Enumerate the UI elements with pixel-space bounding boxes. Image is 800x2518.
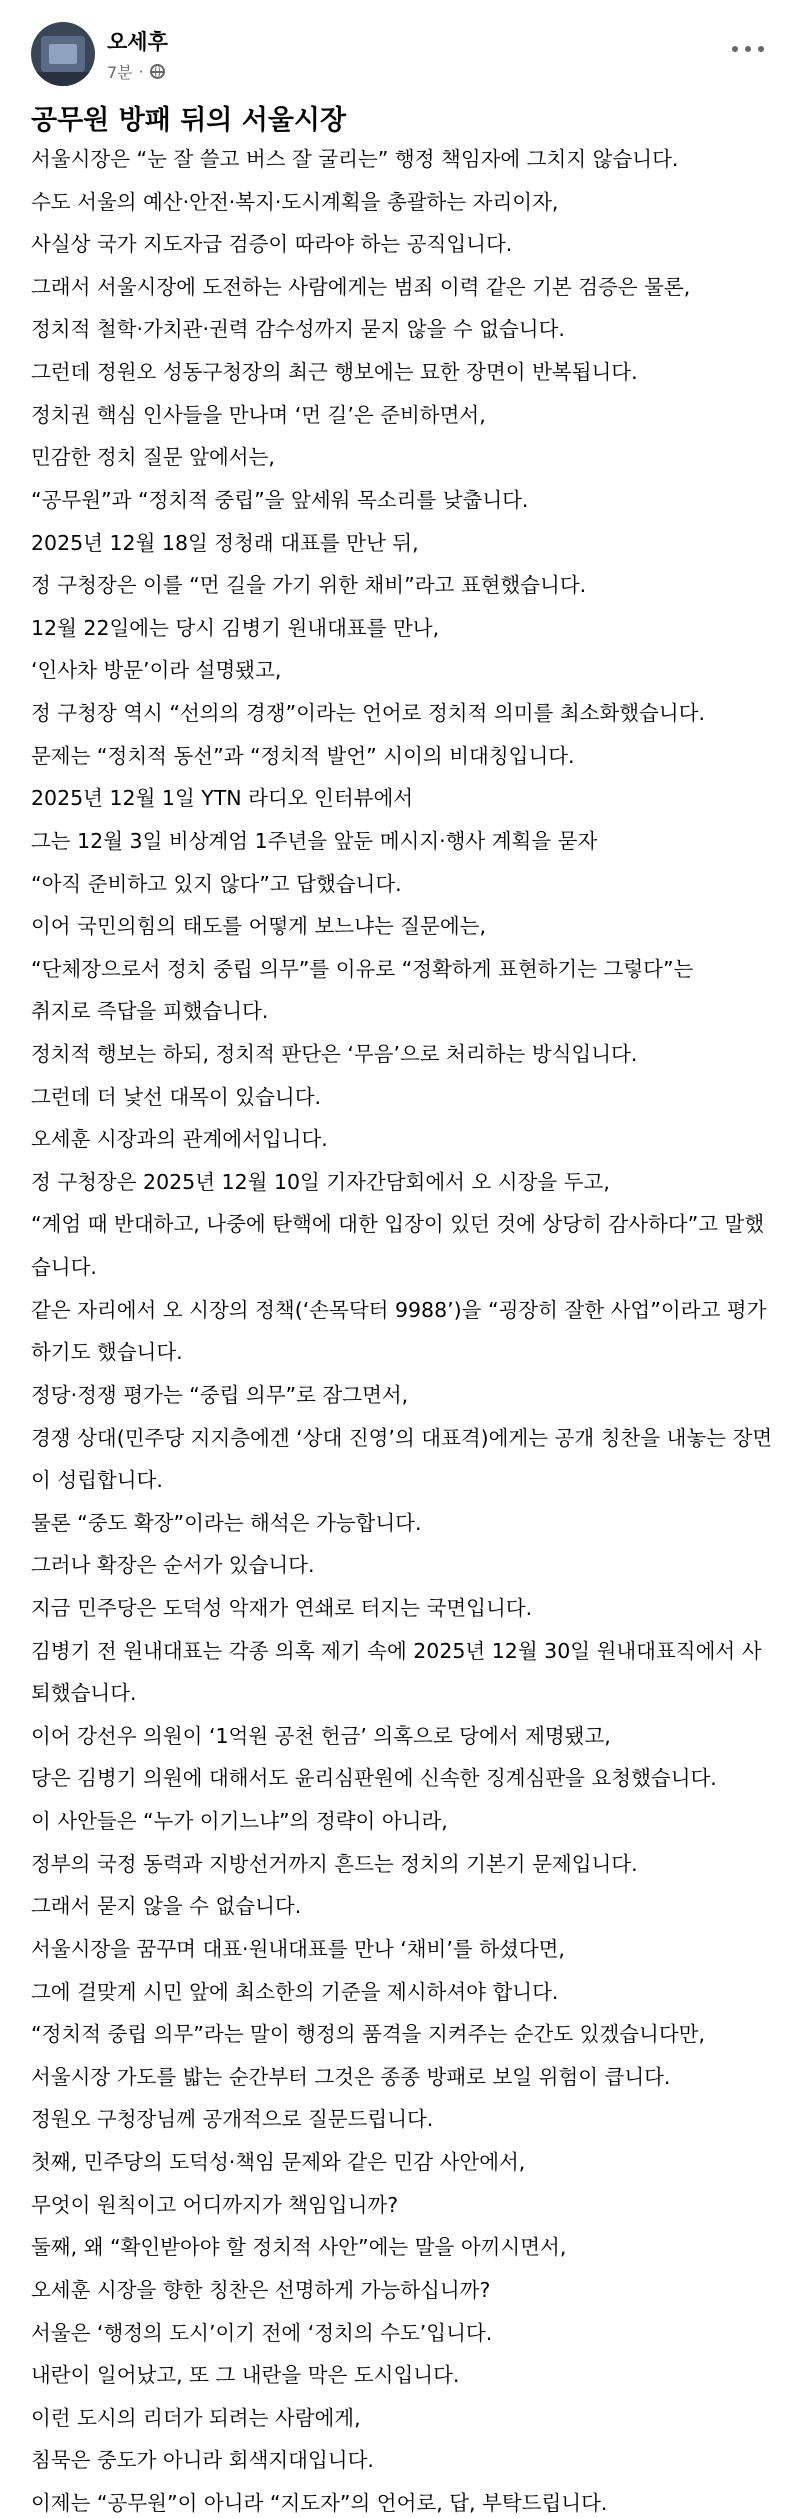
post-line: 이제는 “공무원”이 아니라 “지도자”의 언어로, 답, 부탁드립니다. bbox=[31, 2491, 608, 2515]
post-line: 서울시장을 꿈꾸며 대표·원내대표를 만나 ‘채비’를 하셨다면, bbox=[31, 1936, 565, 1961]
post-line: 그러나 확장은 순서가 있습니다. bbox=[31, 1553, 315, 1578]
post-line: 정 구청장은 2025년 12월 10일 기자간담회에서 오 시장을 두고, bbox=[31, 1169, 610, 1194]
post-line: 정치권 핵심 인사들을 만나며 ‘먼 길’은 준비하면서, bbox=[31, 402, 486, 427]
post-line: 정 구청장 역시 “선의의 경쟁”이라는 언어로 정치적 의미를 최소화했습니다. bbox=[31, 701, 705, 726]
post-line: 김병기 전 원내대표는 각종 의혹 제기 속에 2025년 12월 30일 원내대표직에서 사 bbox=[31, 1638, 762, 1663]
post-line: 그런데 더 낯선 대목이 있습니다. bbox=[31, 1084, 322, 1109]
post-line: 내란이 일어났고, 또 그 내란을 막은 도시입니다. bbox=[31, 2363, 460, 2388]
post-line: 그런데 정원오 성동구청장의 최근 행보에는 묘한 장면이 반복됩니다. bbox=[31, 360, 638, 385]
post-line: 같은 자리에서 오 시장의 정책(‘손목닥터 9988’)을 “굉장히 잘한 사업”이라고 평가 bbox=[31, 1297, 767, 1322]
post-line: 무엇이 원칙이고 어디까지가 책임입니까? bbox=[31, 2192, 399, 2217]
post-line: 정치적 철학·가치관·권력 감수성까지 묻지 않을 수 없습니다. bbox=[31, 317, 565, 342]
post-line: 정원오 구청장님께 공개적으로 질문드립니다. bbox=[31, 2107, 434, 2132]
post-line: 물론 “중도 확장”이라는 해석은 가능합니다. bbox=[31, 1510, 422, 1535]
post-line: “정치적 중립 의무”라는 말이 행정의 품격을 지켜주는 순간도 있겠습니다만, bbox=[31, 2022, 705, 2047]
post-line: 이어 강선우 의원이 ‘1억원 공천 헌금’ 의혹으로 당에서 제명됐고, bbox=[31, 1723, 611, 1748]
avatar[interactable] bbox=[31, 22, 95, 86]
post-line: ‘인사차 방문’이라 설명됐고, bbox=[31, 658, 282, 683]
post-line: 그는 12월 3일 비상계엄 1주년을 앞둔 메시지·행사 계획을 묻자 bbox=[31, 828, 598, 853]
post-line: 그래서 묻지 않을 수 없습니다. bbox=[31, 1894, 302, 1919]
more-options-button[interactable] bbox=[726, 36, 770, 62]
post-line: 12월 22일에는 당시 김병기 원내대표를 만나, bbox=[31, 615, 440, 640]
post-timestamp[interactable]: 7분 bbox=[107, 63, 133, 82]
post-line: 첫째, 민주당의 도덕성·책임 문제와 같은 민감 사안에서, bbox=[31, 2150, 526, 2175]
post-line: 정치적 행보는 하되, 정치적 판단은 ‘무음’으로 처리하는 방식입니다. bbox=[31, 1041, 638, 1066]
post-line: 그에 걸맞게 시민 앞에 최소한의 기준을 제시하셔야 합니다. bbox=[31, 1979, 559, 2004]
post-line: 이 성립합니다. bbox=[31, 1468, 163, 1493]
post-line: 지금 민주당은 도덕성 악재가 연쇄로 터지는 국면입니다. bbox=[31, 1596, 533, 1621]
post-line: “공무원”과 “정치적 중립”을 앞세워 목소리를 낮춥니다. bbox=[31, 487, 529, 512]
post-line: 침묵은 중도가 아니라 회색지대입니다. bbox=[31, 2448, 374, 2473]
post-line: 이런 도시의 리더가 되려는 사람에게, bbox=[31, 2405, 361, 2430]
post-line: 이 사안들은 “누가 이기느냐”의 정략이 아니라, bbox=[31, 1809, 448, 1834]
post-line: 정당·정쟁 평가는 “중립 의무”로 잠그면서, bbox=[31, 1382, 409, 1407]
post-line: 수도 서울의 예산·안전·복지·도시계획을 총괄하는 자리이자, bbox=[31, 189, 559, 214]
post-header bbox=[0, 0, 800, 96]
post-line: 2025년 12월 18일 정청래 대표를 만난 뒤, bbox=[31, 530, 419, 555]
more-horizontal-icon bbox=[732, 46, 738, 52]
post-line: 정부의 국정 동력과 지방선거까지 흔드는 정치의 기본기 문제입니다. bbox=[31, 1851, 638, 1876]
post-line: 당은 김병기 의원에 대해서도 윤리심판원에 신속한 징계심판을 요청했습니다. bbox=[31, 1766, 717, 1791]
post-line: 경쟁 상대(민주당 지지층에겐 ‘상대 진영’의 대표격)에게는 공개 칭찬을 내놓는 장면 bbox=[31, 1425, 773, 1450]
post-line: 정 구청장은 이를 “먼 길을 가기 위한 채비”라고 표현했습니다. bbox=[31, 573, 587, 598]
meta-separator: · bbox=[138, 62, 144, 81]
post-line: 오세훈 시장과의 관계에서입니다. bbox=[31, 1127, 328, 1152]
post-line: “단체장으로서 정치 중립 의무”를 이유로 “정확하게 표현하기는 그렇다”는 bbox=[31, 956, 694, 981]
post-line: 서울시장 가도를 밟는 순간부터 그것은 종종 방패로 보일 위험이 큽니다. bbox=[31, 2064, 671, 2089]
post-line: 서울시장은 “눈 잘 쓸고 버스 잘 굴리는” 행정 책임자에 그치지 않습니다. bbox=[31, 147, 679, 171]
post-line: “아직 준비하고 있지 않다”고 답했습니다. bbox=[31, 871, 402, 896]
globe-icon bbox=[150, 64, 165, 79]
post-line: 문제는 “정치적 동선”과 “정치적 발언” 시이의 비대칭입니다. bbox=[31, 743, 575, 768]
post-line: “계엄 때 반대하고, 나중에 탄핵에 대한 입장이 있던 것에 상당히 감사하다”고 말했 bbox=[31, 1212, 765, 1237]
post-line: 서울은 ‘행정의 도시’이기 전에 ‘정치의 수도’입니다. bbox=[31, 2320, 493, 2345]
post-line: 습니다. bbox=[31, 1255, 97, 1280]
post-line: 사실상 국가 지도자급 검증이 따라야 하는 공직입니다. bbox=[31, 232, 513, 257]
author-name[interactable]: 오세후 bbox=[107, 30, 168, 54]
post-line: 취지로 즉답을 피했습니다. bbox=[31, 999, 269, 1024]
post-line: 오세훈 시장을 향한 칭찬은 선명하게 가능하십니까? bbox=[31, 2277, 491, 2302]
post-line: 이어 국민의힘의 태도를 어떻게 보느냐는 질문에는, bbox=[31, 914, 486, 939]
post-line: 민감한 정치 질문 앞에서는, bbox=[31, 445, 275, 470]
post-line: 2025년 12월 1일 YTN 라디오 인터뷰에서 bbox=[31, 786, 414, 811]
post-line: 하기도 했습니다. bbox=[31, 1340, 183, 1365]
post-meta bbox=[107, 60, 165, 83]
post-line: 그래서 서울시장에 도전하는 사람에게는 범죄 이력 같은 기본 검증은 물론, bbox=[31, 274, 691, 299]
post-line: 둘째, 왜 “확인받아야 할 정치적 사안”에는 말을 아끼시면서, bbox=[31, 2235, 567, 2260]
post-line: 퇴했습니다. bbox=[31, 1681, 137, 1706]
post-title: 공무원 방패 뒤의 서울시장 bbox=[31, 105, 347, 136]
